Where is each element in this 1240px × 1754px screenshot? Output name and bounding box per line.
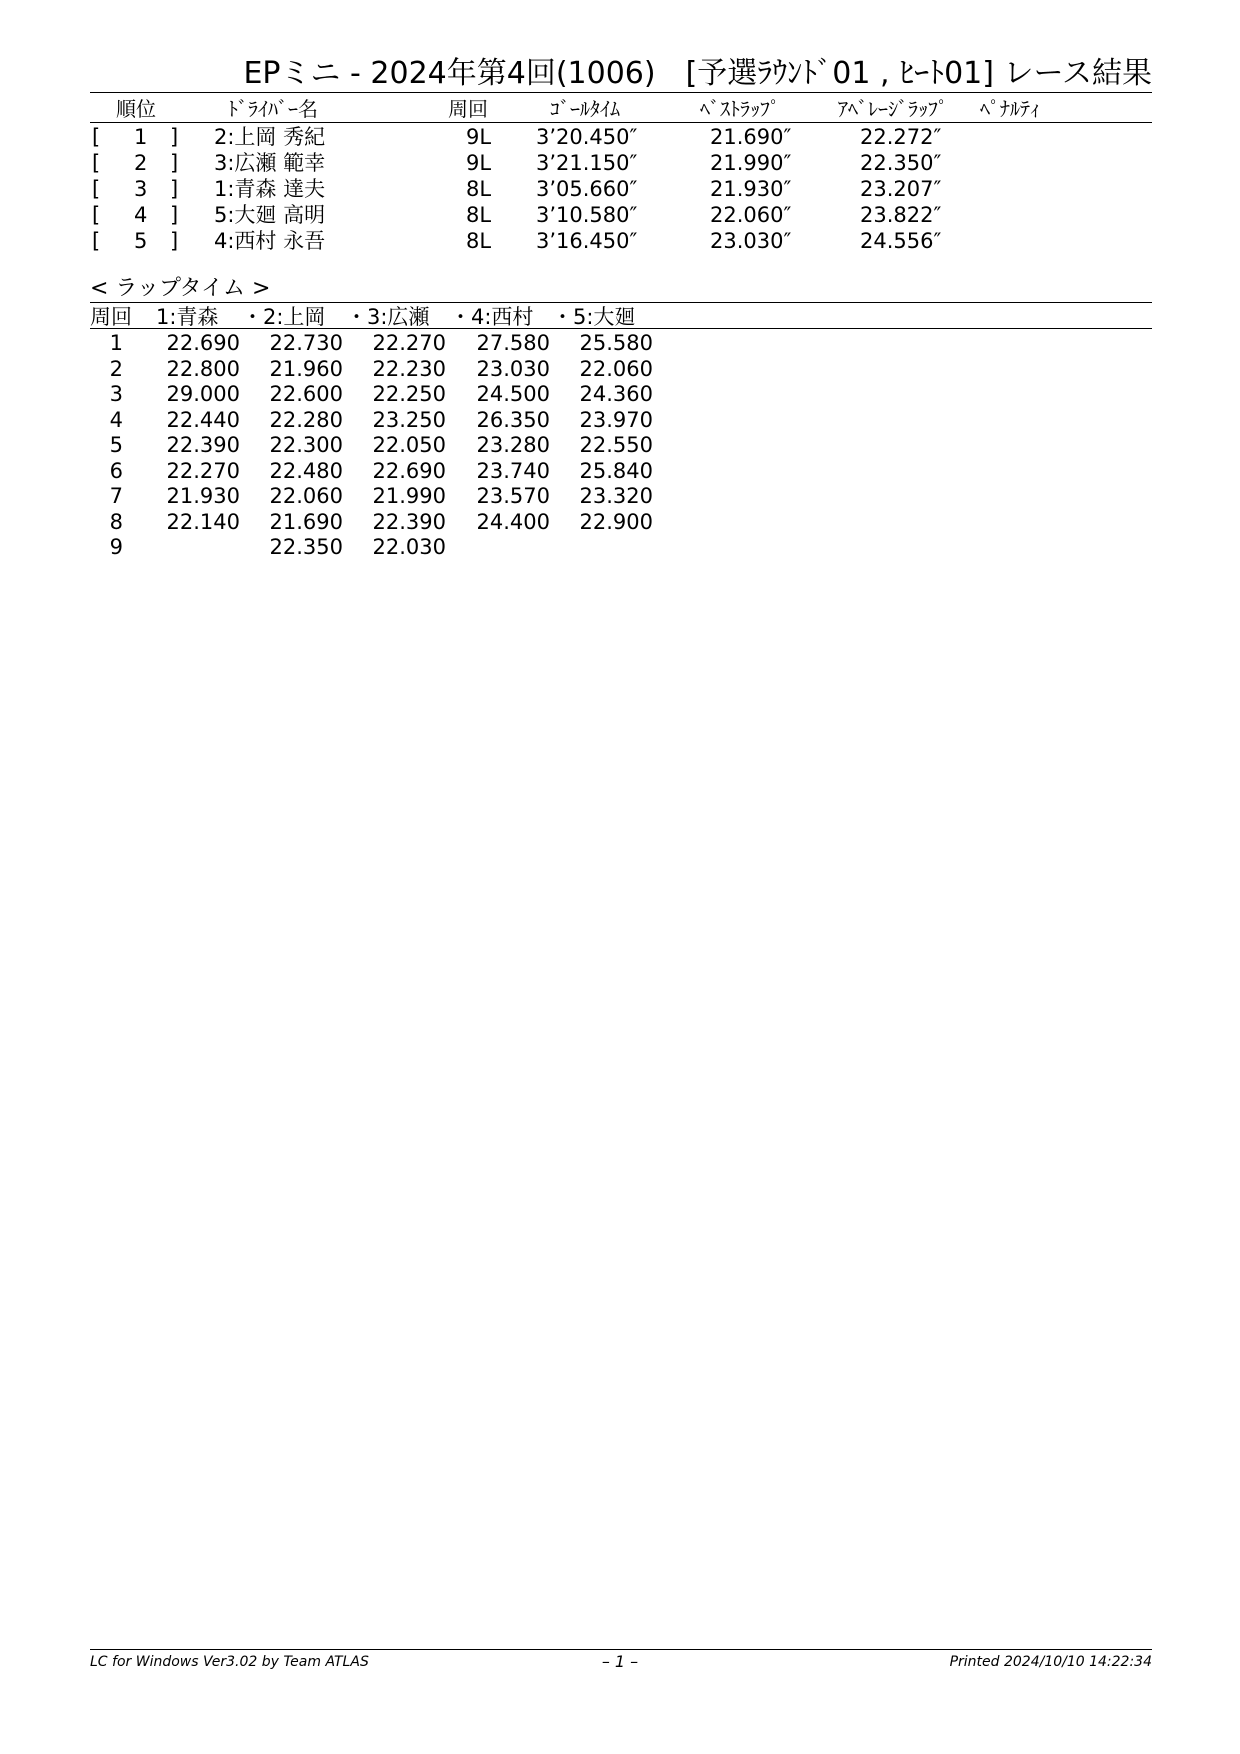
- header-laps: 周回: [448, 97, 488, 121]
- lap-time: 23.030: [476, 356, 550, 381]
- result-goal-time: 3’21.150″: [536, 151, 638, 175]
- lap-time: 21.690: [269, 509, 343, 534]
- lap-header-driver: ・3:広瀬: [346, 305, 430, 329]
- lap-number: 2: [109, 356, 123, 381]
- lap-time: 22.230: [372, 356, 446, 381]
- lap-time: 21.960: [269, 356, 343, 381]
- result-bracket-close: ]: [170, 125, 179, 149]
- lap-time: 22.480: [269, 458, 343, 483]
- footer-printed-date: Printed 2024/10/10 14:22:34: [949, 1654, 1152, 1670]
- lap-header-driver: ・2:上岡: [242, 305, 326, 329]
- page-number: – 1 –: [601, 1652, 639, 1671]
- lap-header-lap: 周回: [90, 305, 132, 329]
- results-header-divider: [90, 122, 1152, 123]
- result-bracket-open: [: [92, 229, 101, 253]
- lap-header-driver: ・4:西村: [450, 305, 534, 329]
- lap-time: 23.280: [476, 433, 550, 457]
- lap-time: 22.900: [579, 509, 653, 534]
- result-bracket-open: [: [92, 203, 101, 227]
- lap-time: 22.390: [166, 433, 240, 457]
- lap-time: 25.580: [579, 331, 653, 355]
- lap-time: 24.500: [476, 382, 550, 406]
- lap-time: 23.970: [579, 407, 653, 432]
- header-average-lap: ｱﾍﾞﾚｰｼﾞﾗｯﾌﾟ: [838, 97, 948, 121]
- lap-time: 21.990: [372, 484, 446, 508]
- result-driver: 4:西村 永吾: [214, 229, 326, 253]
- lap-number: 7: [109, 484, 123, 508]
- lap-time: 24.360: [579, 382, 653, 406]
- header-driver: ﾄﾞﾗｲﾊﾞｰ名: [228, 97, 318, 121]
- lap-time: 22.390: [372, 509, 446, 534]
- header-best-lap: ﾍﾞｽﾄﾗｯﾌﾟ: [700, 97, 780, 121]
- lap-header-driver: ・5:大廻: [552, 305, 636, 329]
- result-driver: 5:大廻 高明: [214, 203, 326, 227]
- lap-time: 25.840: [579, 458, 653, 483]
- header-penalty: ﾍﾟﾅﾙﾃｨ: [980, 97, 1040, 121]
- result-goal-time: 3’10.580″: [536, 203, 638, 227]
- lap-number: 5: [109, 433, 123, 457]
- result-best-lap: 22.060″: [710, 203, 792, 227]
- lap-time: 22.550: [579, 433, 653, 457]
- result-goal-time: 3’16.450″: [536, 229, 638, 253]
- lap-time: 22.280: [269, 407, 343, 432]
- result-bracket-close: ]: [170, 229, 179, 253]
- lap-time: 23.570: [476, 484, 550, 508]
- result-best-lap: 21.990″: [710, 151, 792, 175]
- result-bracket-close: ]: [170, 151, 179, 175]
- lap-time: 21.930: [166, 484, 240, 508]
- result-goal-time: 3’05.660″: [536, 177, 638, 201]
- result-rank: 5: [134, 229, 148, 253]
- lap-number: 1: [109, 331, 123, 355]
- lap-time: 22.350: [269, 535, 343, 559]
- lap-title-divider: [90, 302, 1152, 303]
- title-divider: [90, 92, 1152, 93]
- result-average-lap: 22.350″: [860, 151, 942, 175]
- result-rank: 3: [134, 177, 148, 201]
- result-best-lap: 21.690″: [710, 125, 792, 149]
- lap-time: 22.030: [372, 535, 446, 559]
- lap-time: 22.690: [372, 458, 446, 483]
- lap-time: 22.250: [372, 382, 446, 406]
- lap-header-divider: [90, 328, 1152, 329]
- result-bracket-open: [: [92, 125, 101, 149]
- lap-time: 22.800: [166, 356, 240, 381]
- lap-number: 3: [109, 382, 123, 406]
- result-goal-time: 3’20.450″: [536, 125, 638, 149]
- lap-time: 29.000: [166, 382, 240, 406]
- footer-divider: [90, 1649, 1152, 1650]
- result-average-lap: 23.207″: [860, 177, 942, 201]
- result-bracket-close: ]: [170, 203, 179, 227]
- lap-time: 22.690: [166, 331, 240, 355]
- result-laps: 9L: [466, 151, 492, 175]
- result-laps: 9L: [466, 125, 492, 149]
- result-best-lap: 21.930″: [710, 177, 792, 201]
- result-driver: 3:広瀬 範幸: [214, 151, 326, 175]
- result-bracket-open: [: [92, 151, 101, 175]
- lap-time: 23.250: [372, 407, 446, 432]
- result-rank: 4: [134, 203, 148, 227]
- lap-time: 22.060: [269, 484, 343, 508]
- lap-time: 22.270: [372, 331, 446, 355]
- header-goal-time: ｺﾞｰﾙﾀｲﾑ: [550, 97, 620, 121]
- result-average-lap: 22.272″: [860, 125, 942, 149]
- result-average-lap: 23.822″: [860, 203, 942, 227]
- report-title: EPミニ - 2024年第4回(1006) [予選ﾗｳﾝﾄﾞ01 , ﾋｰﾄ01] レース結果: [243, 56, 1152, 91]
- lap-time: 22.440: [166, 407, 240, 432]
- result-laps: 8L: [466, 203, 492, 227]
- lap-time: 22.300: [269, 433, 343, 457]
- lap-time: 22.730: [269, 331, 343, 355]
- lap-time: 23.320: [579, 484, 653, 508]
- result-laps: 8L: [466, 229, 492, 253]
- lap-number: 4: [109, 407, 123, 432]
- lap-time: 23.740: [476, 458, 550, 483]
- lap-time: 27.580: [476, 331, 550, 355]
- result-best-lap: 23.030″: [710, 229, 792, 253]
- lap-time: 22.600: [269, 382, 343, 406]
- lap-number: 6: [109, 458, 123, 483]
- result-rank: 2: [134, 151, 148, 175]
- result-rank: 1: [134, 125, 148, 149]
- lap-time: 22.270: [166, 458, 240, 483]
- lap-header-driver: 1:青森: [156, 305, 219, 329]
- lap-time: 24.400: [476, 509, 550, 534]
- lap-number: 9: [109, 535, 123, 559]
- lap-time: 26.350: [476, 407, 550, 432]
- header-rank: 順位: [116, 97, 156, 121]
- footer-software: LC for Windows Ver3.02 by Team ATLAS: [90, 1654, 369, 1670]
- lap-time: 22.140: [166, 509, 240, 534]
- result-bracket-close: ]: [170, 177, 179, 201]
- lap-time: 22.050: [372, 433, 446, 457]
- lap-times-title: < ラップタイム >: [90, 276, 271, 301]
- lap-time: 22.060: [579, 356, 653, 381]
- result-driver: 2:上岡 秀紀: [214, 125, 326, 149]
- lap-number: 8: [109, 509, 123, 534]
- result-laps: 8L: [466, 177, 492, 201]
- result-average-lap: 24.556″: [860, 229, 942, 253]
- result-driver: 1:青森 達夫: [214, 177, 326, 201]
- result-bracket-open: [: [92, 177, 101, 201]
